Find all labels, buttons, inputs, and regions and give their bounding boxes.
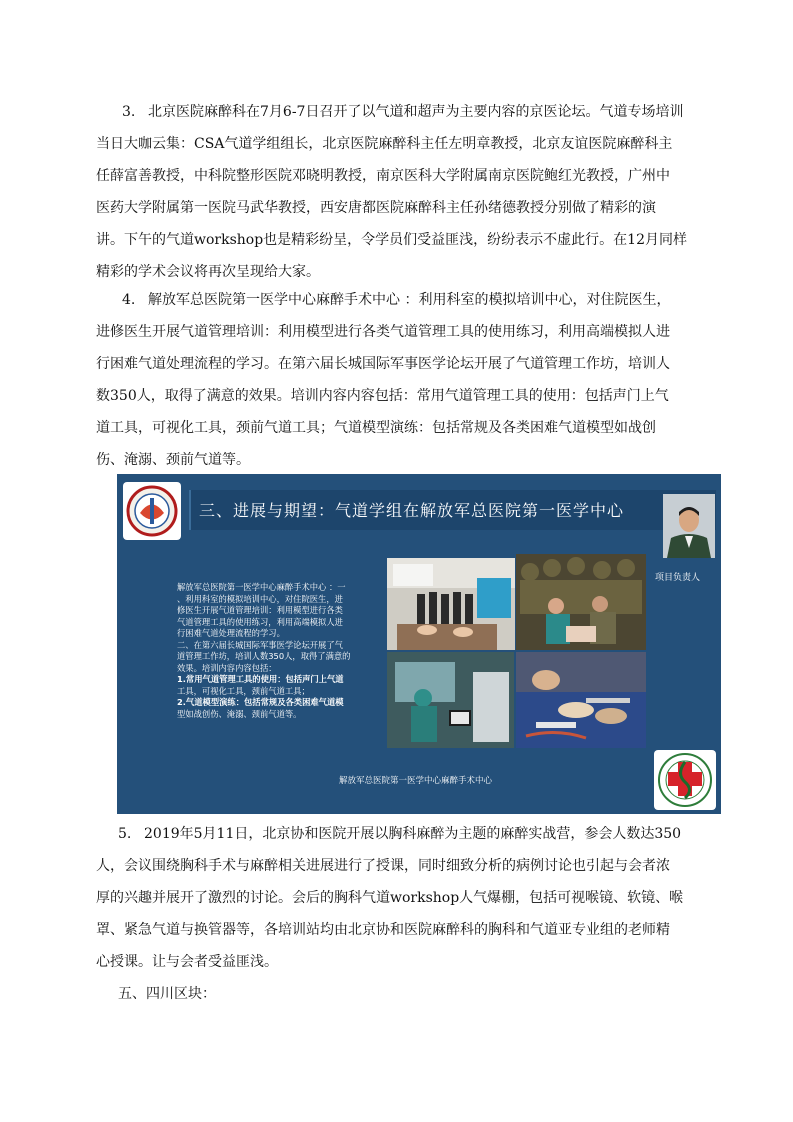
photo-group-training-room [387, 558, 515, 650]
paragraph-3-number: 3. [122, 104, 136, 120]
society-logo [123, 482, 181, 540]
paragraph-5-number: 5. [118, 826, 132, 842]
slide-body-text: 解放军总医院第一医学中心麻醉手术中心 ：一 、利用科室的模拟培训中心，对住院医生，进 修医生开展气道管理培训：利用模型进行各类 气道管理工具的使用练习，利用高端模拟人进 行困难气道处理流程的学习。 二、在第六届长城国际军事医学论坛开展了气 道管理工作坊，培训人数350人，取得了满意的 效果。培训内容内容包括： 1.常用气道管理工具的使用：包括声门上气道 工具，可视化工具，颈前气道工具； 2.气道模型演练：包括常规及各类困难气道模 型如战创伤、淹溺、颈前气道等。 [177, 582, 351, 719]
paragraph-3: 3. 北京医院麻醉科在7月6-7日召开了以气道和超声为主要内容的京医论坛。气道专场培训 当日大咖云集：CSA气道学组组长，北京医院麻醉科主任左明章教授，北京友谊医院麻醉科主 任薛富善教授，中科院整形医院邓晓明教授，南京医科大学附属南京医院鲍红光教授，广州中 医药大学附属第一医院马武华教授，西安唐都医院麻醉科主任孙绪德教授分别做了精彩的演 讲。下午的气道workshop也是精彩纷呈，令学员们受益匪浅，纷纷表示不虚此行。在12月同样 精彩的学术会议将再次呈现给大家。 [96, 96, 700, 288]
leader-caption: 项目负责人 [655, 573, 701, 583]
slide-image [117, 474, 721, 814]
photo-airway-models [516, 652, 646, 748]
paragraph-4: 4. 解放军总医院第一医学中心麻醉手术中心 ：利用科室的模拟培训中心，对住院医生， 进修医生开展气道管理培训：利用模型进行各类气道管理工具的使用练习，利用高端模拟人进 行困难气道处理流程的学习。在第六届长城国际军事医学论坛开展了气道管理工作坊，培训人 数350人，取得了满意的效果。培训内容内容包括：常用气道管理工具的使用：包括声门上气 道工具，可视化工具，颈前气道工具；气道模型演练：包括常规及各类困难气道模型如战创 伤、淹溺、颈前气道等。 [96, 284, 700, 476]
photo-simulation-room [387, 652, 514, 748]
paragraph-4-number: 4. [122, 292, 136, 308]
paragraph-5: 5. 2019年5月11日，北京协和医院开展以胸科麻醉为主题的麻醉实战营，参会人数达350 人，会议围绕胸科手术与麻醉相关进展进行了授课，同时细致分析的病例讨论也引起与会者浓 厚的兴趣并展开了激烈的讨论。会后的胸科气道workshop人气爆棚，包括可视喉镜、软镜、喉 罩、紧急气道与换管器等，各培训站均由北京协和医院麻醉科的胸科和气道亚专业组的老师精 心授课。让与会者受益匪浅。 [96, 818, 700, 978]
slide-title: 三、进展与期望：气道学组在解放军总医院第一医学中心 [199, 501, 625, 520]
hospital-logo [654, 750, 716, 810]
leader-photo [663, 494, 715, 558]
slide-footer: 解放军总医院第一医学中心麻醉手术中心 [339, 776, 493, 786]
section-heading-sichuan: 五、四川区块： [118, 986, 216, 1002]
photo-soldiers-practice [516, 554, 646, 650]
